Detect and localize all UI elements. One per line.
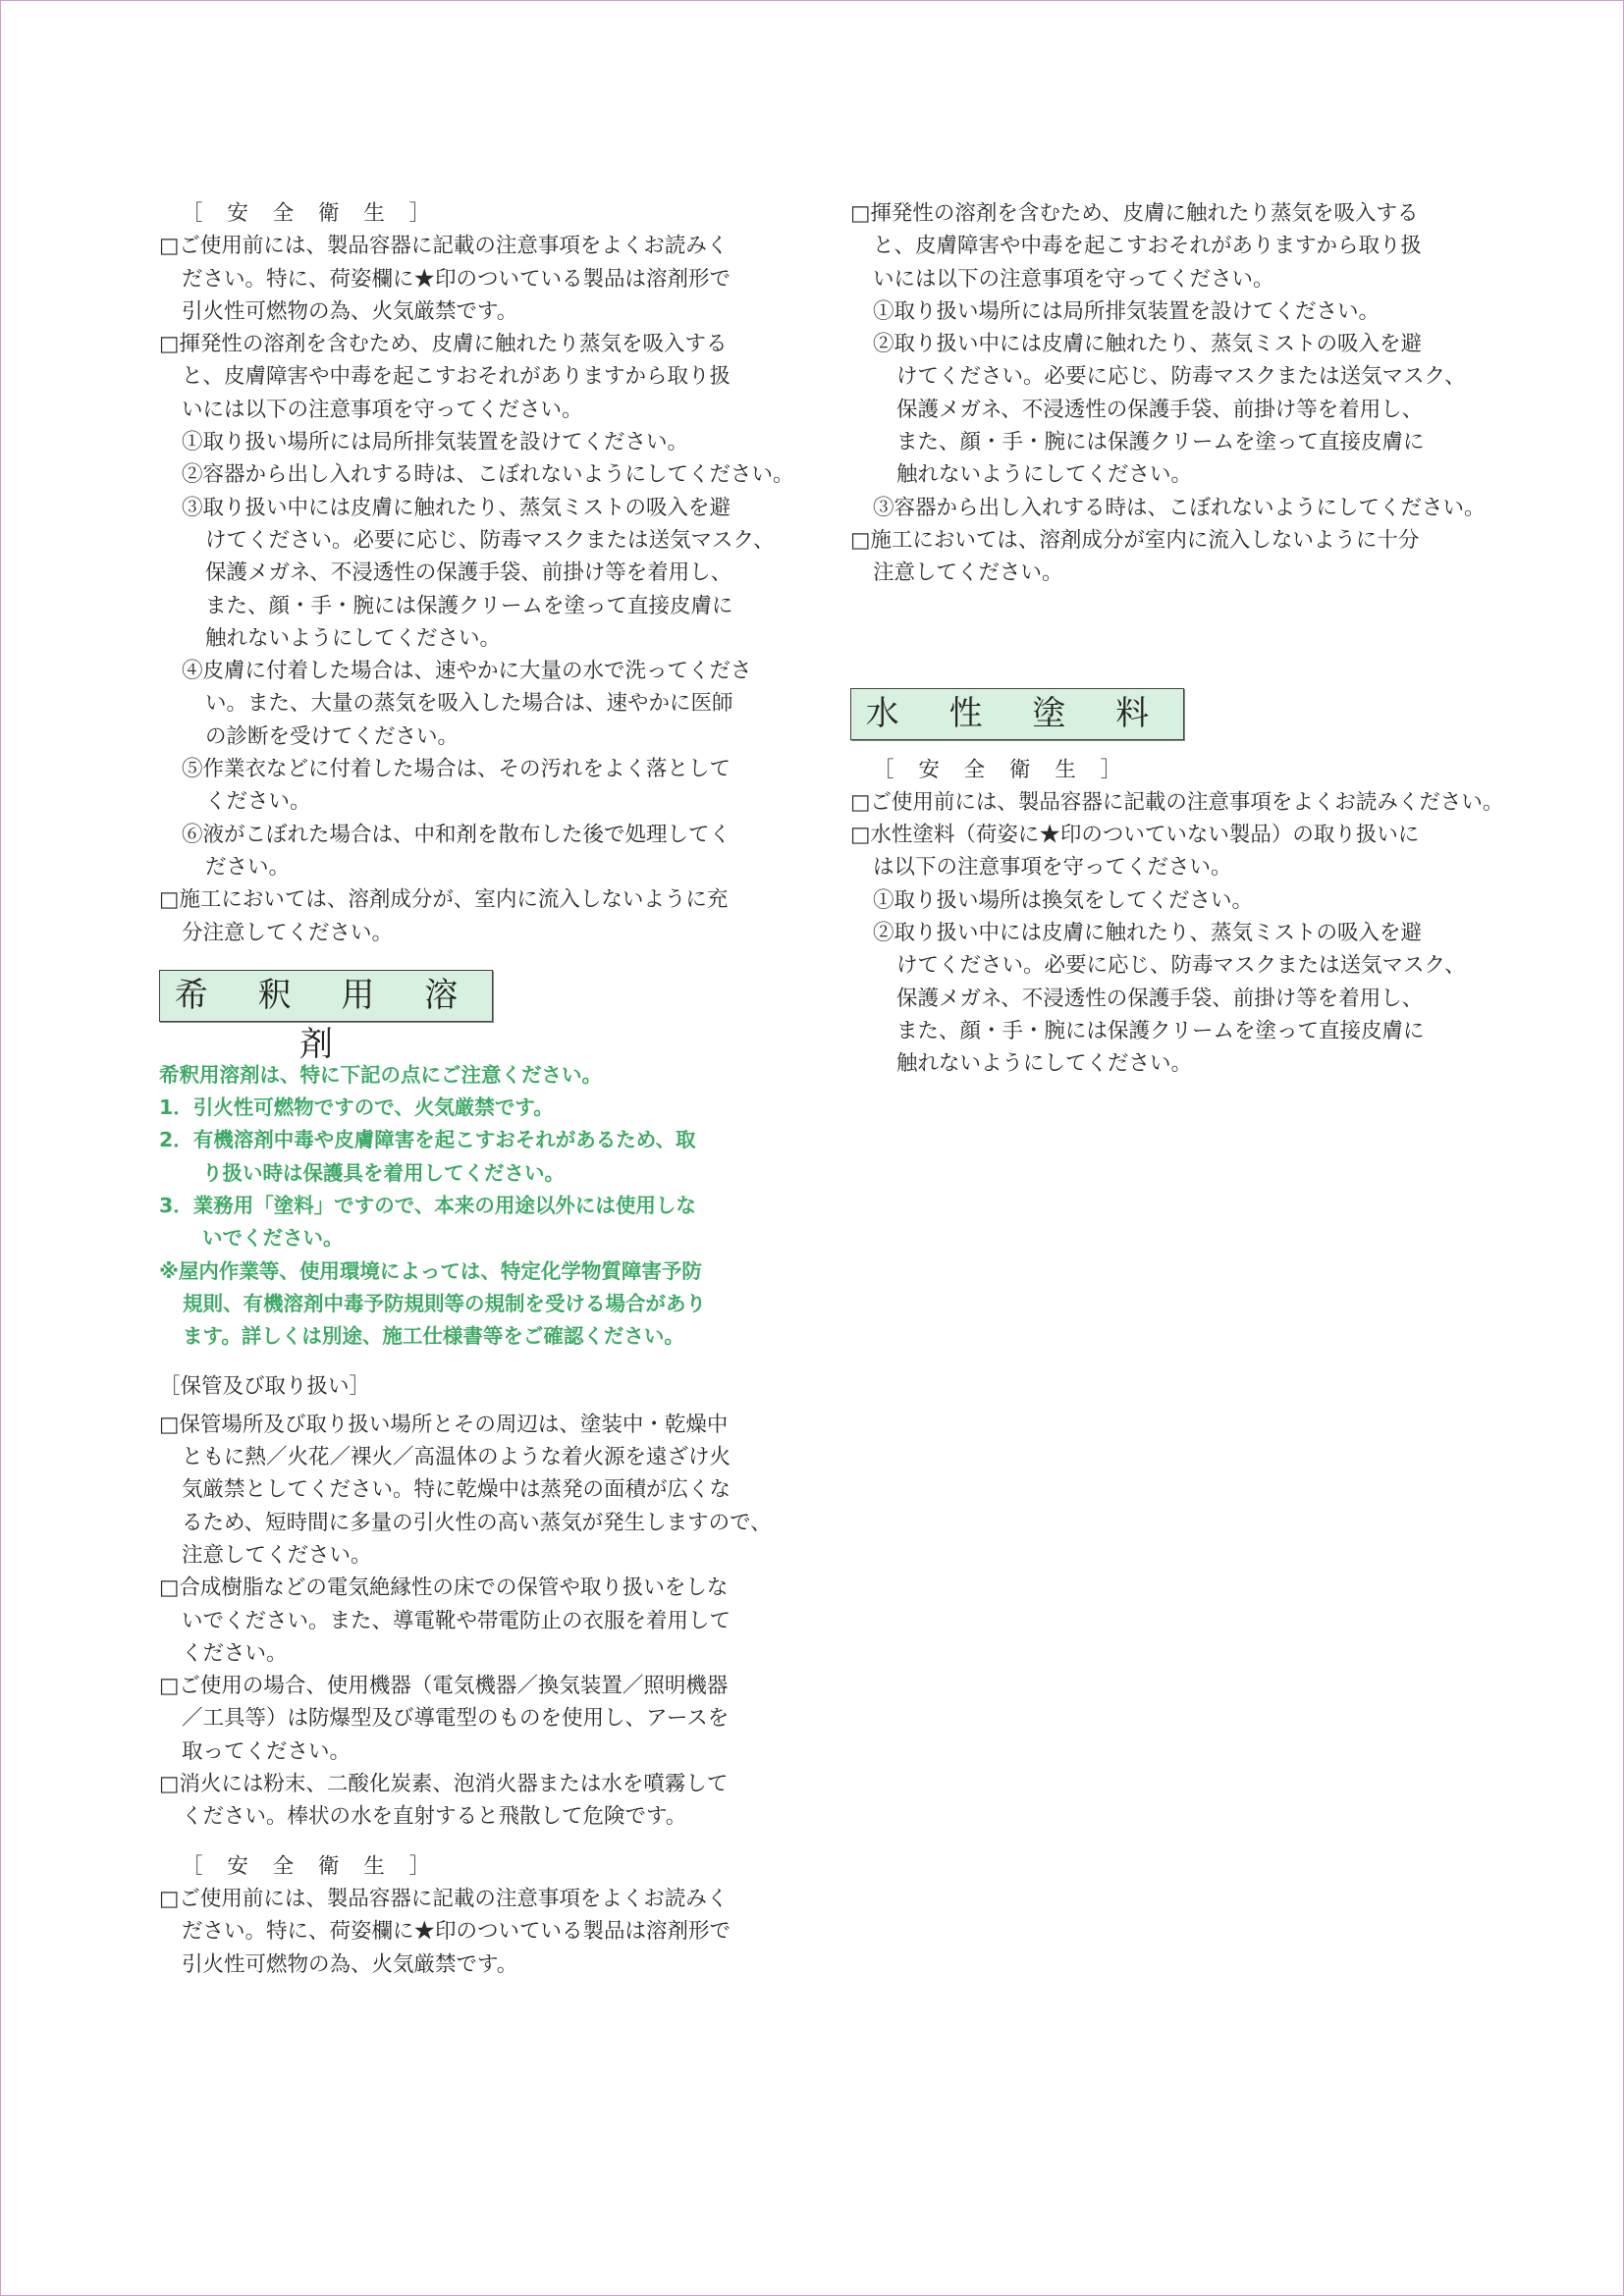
text-line: けてください。必要に応じ、防毒マスクまたは送気マスク、 [205, 527, 775, 553]
notice-line: 規則、有機溶剤中毒予防規則等の規制を受ける場合があり [183, 1291, 706, 1315]
text-line: いには以下の注意事項を守ってください。 [182, 397, 583, 422]
text-line: □揮発性の溶剤を含むため、皮膚に触れたり蒸気を吸入する [159, 332, 728, 357]
text-line: 保護メガネ、不浸透性の保護手袋、前掛け等を着用し、 [896, 397, 1424, 422]
text-line: □消火には粉末、二酸化炭素、泡消火器または水を噴霧して [159, 1772, 729, 1797]
text-line: は以下の注意事項を守ってください。 [873, 855, 1232, 881]
notice-line: ます。詳しくは別途、施工仕様書等をご確認ください。 [183, 1324, 684, 1349]
notice-line: 希釈用溶剤は、特に下記の点にご注意ください。 [159, 1062, 602, 1087]
text-line: また、顔・手・腕には保護クリームを塗って直接皮膚に [205, 593, 733, 618]
safety-heading: ［ 安 全 衛 生 ］ [873, 757, 1131, 782]
text-line: □ご使用前には、製品容器に記載の注意事項をよくお読みく [159, 234, 729, 259]
text-line: い。また、大量の蒸気を吸入した場合は、速やかに医師 [205, 691, 733, 717]
text-line: □ご使用前には、製品容器に記載の注意事項をよくお読みく [159, 1886, 729, 1911]
right-column [850, 197, 1504, 1081]
safety-heading: ［ 安 全 衛 生 ］ [182, 1853, 440, 1879]
notice-line: 2．有機溶剤中毒や皮膚障害を起こすおそれがあるため、取 [159, 1128, 696, 1152]
left-column [159, 197, 794, 1981]
text-line: また、顔・手・腕には保護クリームを塗って直接皮膚に [896, 1018, 1425, 1043]
text-line: 触れないようにしてください。 [896, 1051, 1193, 1077]
text-line: ださい。 [205, 854, 291, 880]
text-line: いには以下の注意事項を守ってください。 [873, 266, 1274, 292]
text-line: □施工においては、溶剤成分が室内に流入しないように十分 [850, 527, 1420, 553]
text-line: 触れないようにしてください。 [205, 625, 502, 651]
text-line: ②取り扱い中には皮膚に触れたり、蒸気ミストの吸入を避 [873, 332, 1423, 357]
text-line: ①取り扱い場所には局所排気装置を設けてください。 [873, 298, 1380, 324]
text-line: るため、短時間に多量の引火性の高い蒸気が発生しますので、 [182, 1510, 772, 1535]
notice-line: いでください。 [202, 1226, 344, 1251]
text-line: ③容器から出し入れする時は、こぼれないようにしてください。 [873, 495, 1486, 520]
text-line: ④皮膚に付着した場合は、速やかに大量の水で洗ってくださ [182, 659, 752, 684]
text-line: 触れないようにしてください。 [896, 462, 1193, 488]
text-line: と、皮膚障害や中毒を起こすおそれがありますから取り扱 [873, 234, 1423, 259]
text-line: ／工具等）は防爆型及び導電型のものを使用し、アースを [182, 1706, 730, 1732]
text-line: 引火性可燃物の為、火気厳禁です。 [182, 298, 518, 324]
spacer [159, 1834, 780, 1850]
text-line: ともに熱／火花／裸火／高温体のような着火源を遠ざけ火 [182, 1445, 731, 1470]
text-line: いでください。また、導電靴や帯電防止の衣服を着用して [182, 1608, 731, 1633]
spacer [850, 744, 1471, 754]
notice-line: り扱い時は保護具を着用してください。 [202, 1160, 565, 1185]
storage-heading: ［保管及び取り扱い］ [159, 1373, 371, 1399]
notice-line: 1．引火性可燃物ですので、火気厳禁です。 [159, 1095, 554, 1120]
text-line: ②容器から出し入れする時は、こぼれないようにしてください。 [182, 462, 794, 488]
text-line: ださい。特に、荷姿欄に★印のついている製品は溶剤形で [182, 1919, 731, 1945]
notice-line: 3．業務用「塗料」ですので、本来の用途以外には使用しな [159, 1194, 696, 1218]
text-line: けてください。必要に応じ、防毒マスクまたは送気マスク、 [896, 364, 1466, 390]
text-line: ださい。特に、荷姿欄に★印のついている製品は溶剤形で [182, 266, 731, 292]
text-line: 分注意してください。 [182, 920, 394, 945]
text-line: また、顔・手・腕には保護クリームを塗って直接皮膚に [896, 430, 1425, 455]
text-line: 注意してください。 [182, 1542, 372, 1568]
text-line: □施工においては、溶剤成分が、室内に流入しないように充 [159, 887, 729, 913]
text-line: 注意してください。 [873, 561, 1063, 586]
text-line: ⑥液がこぼれた場合は、中和剤を散布した後で処理してく [182, 822, 731, 847]
text-line: □合成樹脂などの電気絶縁性の床での保管や取り扱いをしな [159, 1575, 729, 1601]
spacer [159, 1354, 780, 1370]
text-line: □ご使用の場合、使用機器（電気機器／換気装置／照明機器 [159, 1674, 729, 1699]
text-line: ください。 [205, 789, 311, 815]
text-line: と、皮膚障害や中毒を起こすおそれがありますから取り扱 [182, 364, 731, 390]
text-line: ⑤作業衣などに付着した場合は、その汚れをよく落として [182, 757, 731, 782]
spacer [159, 949, 780, 966]
text-line: ③取り扱い中には皮膚に触れたり、蒸気ミストの吸入を避 [182, 495, 731, 520]
text-line: 保護メガネ、不浸透性の保護手袋、前掛け等を着用し、 [896, 986, 1424, 1011]
text-line: けてください。必要に応じ、防毒マスクまたは送気マスク、 [896, 953, 1466, 979]
text-line: ②取り扱い中には皮膚に触れたり、蒸気ミストの吸入を避 [873, 921, 1423, 946]
text-line: 保護メガネ、不浸透性の保護手袋、前掛け等を着用し、 [205, 561, 732, 586]
text-line: 取ってください。 [182, 1738, 352, 1764]
text-line: □水性塗料（荷姿に★印のついていない製品）の取り扱いに [850, 823, 1420, 848]
text-line: ①取り扱い場所には局所排気装置を設けてください。 [182, 430, 689, 455]
section-title-diluent: 希 釈 用 溶 剤 [159, 970, 493, 1022]
text-line: の診断を受けてください。 [205, 723, 460, 749]
text-line: 気厳禁としてください。特に乾燥中は蒸発の面積が広くな [182, 1477, 731, 1503]
section-title-waterborne: 水 性 塗 料 [850, 688, 1184, 740]
text-line: ①取り扱い場所は換気をしてください。 [873, 887, 1254, 913]
text-line: 引火性可燃物の為、火気厳禁です。 [182, 1951, 518, 1977]
text-line: ください。 [182, 1640, 288, 1666]
text-line: □保管場所及び取り扱い場所とその周辺は、塗装中・乾燥中 [159, 1412, 729, 1437]
text-line: □ご使用前には、製品容器に記載の注意事項をよくお読みください。 [850, 789, 1504, 815]
notice-line: ※屋内作業等、使用環境によっては、特定化学物質障害予防 [159, 1258, 702, 1283]
spacer [850, 590, 1471, 684]
text-line: ください。棒状の水を直射すると飛散して危険です。 [182, 1804, 687, 1830]
safety-heading: ［ 安 全 衛 生 ］ [182, 201, 440, 226]
text-line: □揮発性の溶剤を含むため、皮膚に触れたり蒸気を吸入する [850, 201, 1419, 226]
